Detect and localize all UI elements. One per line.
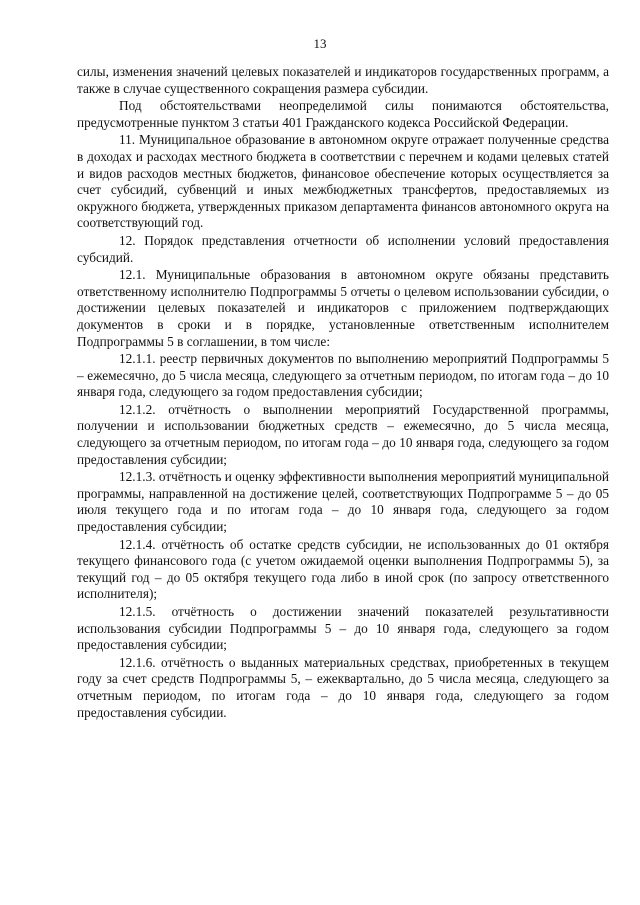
paragraph-force-majeure: Под обстоятельствами неопределимой силы понимаются обстоятельства, предусмотренные пунктом 3 статьи 401 Гражданского кодекса Российской Федерации. <box>77 98 609 130</box>
paragraph-12-1-2: 12.1.2. отчётность о выполнении мероприятий Государственной программы, получении и использовании бюджетных средств – ежемесячно, до 5 числа месяца, следующего за отчетным периодом, по итогам года – до 10 января года, следующего за годом предоставления субсидии; <box>77 401 609 467</box>
paragraph-12-1-4: 12.1.4. отчётность об остатке средств субсидии, не использованных до 01 октября текущего финансового года (с учетом ожидаемой оценки выполнения Подпрограммы 5), за текущий год – до 05 октября текущего года либо в иной срок (по запросу ответственного исполнителя); <box>77 536 609 602</box>
paragraph-12: 12. Порядок представления отчетности об исполнении условий предоставления субсидий. <box>77 232 609 265</box>
page-number: 13 <box>313 36 327 51</box>
paragraph-12-1: 12.1. Муниципальные образования в автономном округе обязаны представить ответственному исполнителю Подпрограммы 5 отчеты о целевом использовании субсидии, о достижении целевых показателей и индикаторов с приложением подтверждающих документов в сроки и в порядке, установленные ответственным исполнителем Подпрограммы 5 в соглашении, в том числе: <box>77 267 609 349</box>
paragraph-12-1-1: 12.1.1. реестр первичных документов по выполнению мероприятий Подпрограммы 5 – ежемесячно, до 5 числа месяца, следующего за отчетным периодом, по итогам года – до 10 января года, следующего за годом предоставления субсидии; <box>77 351 609 400</box>
paragraph-11: 11. Муниципальное образование в автономном округе отражает полученные средства в доходах и расходах местного бюджета в соответствии с перечнем и кодами целевых статей и видов расходов местных бюджетов, финансовое обеспечение которых осуществляется за счет субсидий, субвенций и иных межбюджетных трансфертов, предоставляемых из окружного бюджета, утвержденных приказом департамента финансов автономного округа на соответствующий год. <box>77 132 609 231</box>
paragraph-continuation: силы, изменения значений целевых показателей и индикаторов государственных программ, а также в случае существенного сокращения размера субсидии. <box>77 64 609 96</box>
paragraph-12-1-6: 12.1.6. отчётность о выданных материальных средствах, приобретенных в текущем году за счет средств Подпрограммы 5, – ежеквартально, до 5 числа месяца, следующего за отчетным периодом, по итогам года – до 10 января года, следующего за годом предоставления субсидии. <box>77 654 609 720</box>
paragraph-12-1-3: 12.1.3. отчётность и оценку эффективности выполнения мероприятий муниципальной программы, направленной на достижение целей, соответствующих Подпрограмме 5 – до 05 июля текущего года и по итогам года – до 10 января года, следующего за годом предоставления субсидии; <box>77 469 610 535</box>
document-body <box>77 64 609 722</box>
paragraph-12-1-5: 12.1.5. отчётность о достижении значений показателей результативности использования субсидии Подпрограммы 5 – до 10 января года, следующего за годом предоставления субсидии; <box>77 604 609 653</box>
